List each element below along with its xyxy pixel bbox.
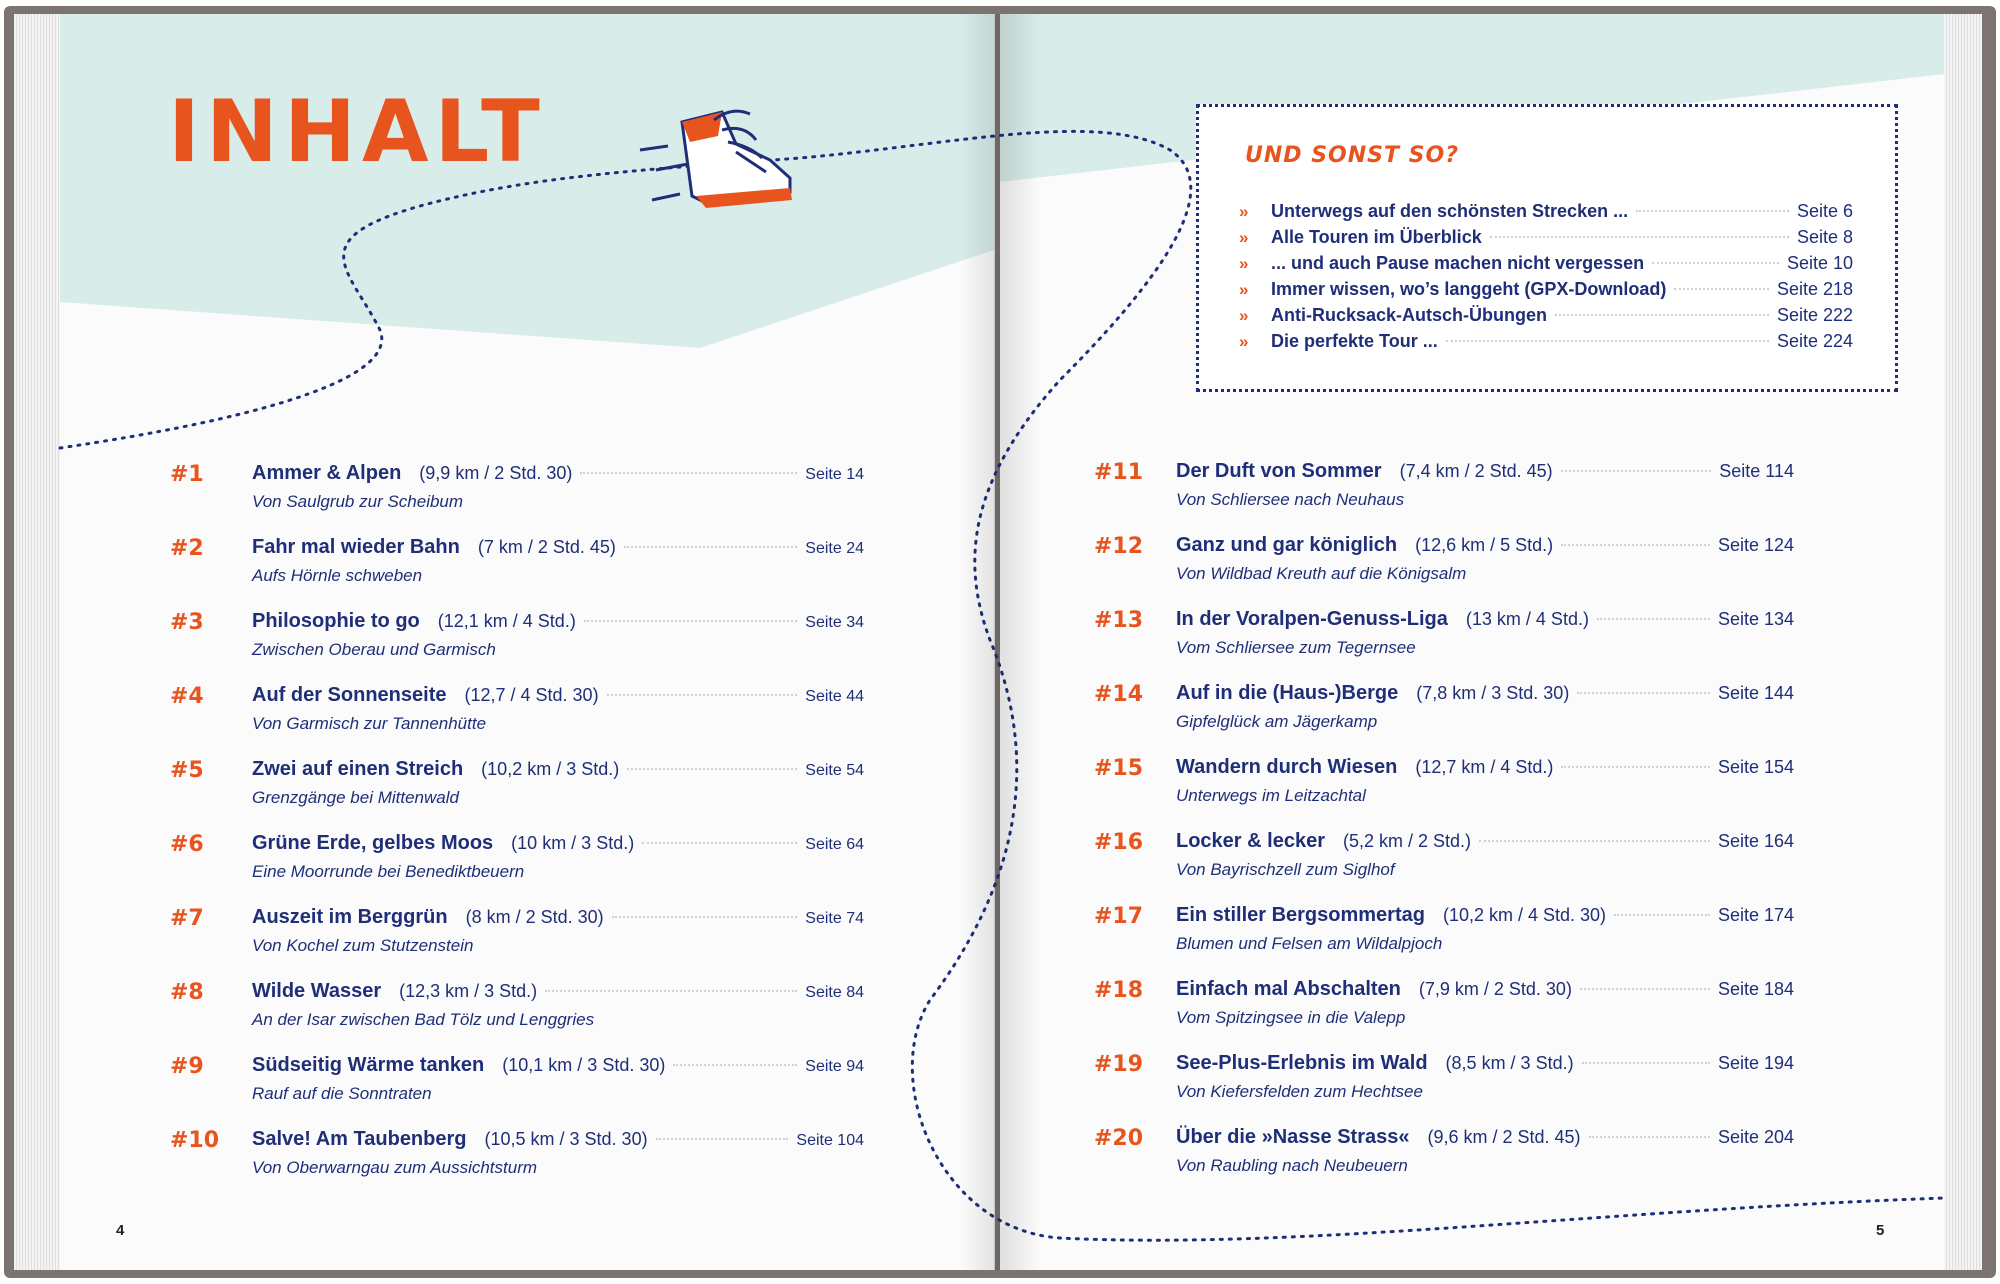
toc-entry [170,1128,864,1186]
tour-subtitle: Gipfelglück am Jägerkamp [1176,712,1378,731]
tour-subtitle: Von Wildbad Kreuth auf die Königsalm [1176,564,1467,583]
toc-entry [1094,1126,1794,1184]
extras-item [1239,331,1853,357]
dot-leader [627,768,797,770]
tour-subtitle: Von Bayrischzell zum Siglhof [1176,860,1395,879]
tour-subtitle: Von Schliersee nach Neuhaus [1176,490,1405,509]
tour-title: See-Plus-Erlebnis im Wald [1176,1052,1428,1074]
toc-entry [170,684,864,742]
tour-stats: (7 km / 2 Std. 45) [477,537,616,557]
toc-entry [170,1054,864,1112]
tour-subtitle: Grenzgänge bei Mittenwald [252,788,459,807]
page-ref: Seite 8 [1796,227,1853,247]
page-ref: Seite 54 [805,762,864,779]
tour-stats: (10 km / 3 Std.) [511,833,635,853]
tour-stats: (7,8 km / 3 Std. 30) [1416,683,1570,703]
extras-item [1239,253,1853,279]
chevron-double-right-icon: » [1239,202,1249,221]
tour-title: Ein stiller Bergsommertag [1176,904,1425,926]
tour-subtitle: Zwischen Oberau und Garmisch [252,640,496,659]
page-ref: Seite 104 [796,1132,864,1149]
page-ref: Seite 184 [1717,979,1794,999]
page-ref: Seite 6 [1796,201,1853,221]
tour-stats: (12,6 km / 5 Std.) [1415,535,1554,555]
tour-subtitle: Vom Spitzingsee in die Valepp [1176,1008,1406,1027]
tour-title: Ammer & Alpen [252,462,402,484]
tour-number: #19 [1094,1052,1144,1077]
tour-number: #15 [1094,756,1144,781]
dot-leader [1580,988,1710,990]
toc-entry [1094,682,1794,740]
tour-number: #20 [1094,1126,1144,1151]
tour-title: Locker & lecker [1176,830,1325,852]
tour-title: Wilde Wasser [252,980,382,1002]
tour-title: Auf in die (Haus-)Berge [1176,682,1399,704]
tour-number: #9 [170,1054,204,1079]
tour-stats: (12,3 km / 3 Std.) [399,981,538,1001]
dot-leader [1674,288,1769,290]
toc-entry [170,906,864,964]
tour-subtitle: Von Garmisch zur Tannenhütte [252,714,487,733]
dot-leader [624,546,797,548]
extras-item-label: Immer wissen, wo’s langgeht (GPX-Download) [1271,279,1667,299]
page-ref: Seite 124 [1717,535,1794,555]
tour-title: Salve! Am Taubenberg [252,1128,467,1150]
page-ref: Seite 94 [805,1058,864,1075]
page-number-left: 4 [116,1222,125,1239]
dot-leader [656,1138,789,1140]
tour-number: #17 [1094,904,1144,929]
toc-entry [1094,460,1794,518]
dot-leader [1652,262,1779,264]
tour-number: #5 [170,758,204,783]
tour-stats: (12,1 km / 4 Std.) [437,611,576,631]
extras-item [1239,305,1853,331]
page-ref: Seite 74 [805,910,864,927]
chevron-double-right-icon: » [1239,254,1249,273]
toc-entry [170,980,864,1038]
gutter-shadow [960,14,1040,1270]
page-ref: Seite 164 [1717,831,1794,851]
toc-entry [170,832,864,890]
tour-title: In der Voralpen-Genuss-Liga [1176,608,1448,630]
extras-item [1239,227,1853,253]
page-ref: Seite 34 [805,614,864,631]
tour-number: #18 [1094,978,1144,1003]
tour-subtitle: Von Oberwarngau zum Aussichtsturm [252,1158,538,1177]
extras-item [1239,279,1853,305]
tour-subtitle: Von Kiefersfelden zum Hechtsee [1176,1082,1423,1101]
tour-title: Fahr mal wieder Bahn [252,536,460,558]
page-ref: Seite 24 [805,540,864,557]
chevron-double-right-icon: » [1239,228,1249,247]
tour-number: #2 [170,536,204,561]
page-ref: Seite 194 [1717,1053,1794,1073]
tour-title: Auf der Sonnenseite [252,684,447,706]
tour-title: Wandern durch Wiesen [1176,756,1398,778]
extras-item-label: Alle Touren im Überblick [1271,227,1482,247]
dot-leader [612,916,798,918]
extras-item-label: Unterwegs auf den schönsten Strecken ... [1271,201,1629,221]
tour-number: #12 [1094,534,1144,559]
page-ref: Seite 204 [1717,1127,1794,1147]
toc-entry [1094,608,1794,666]
dot-leader [1582,1062,1710,1064]
page-ref: Seite 218 [1776,279,1853,299]
tour-subtitle: Rauf auf die Sonntraten [252,1084,432,1103]
tour-subtitle: Von Kochel zum Stutzenstein [252,936,474,955]
tour-subtitle: An der Isar zwischen Bad Tölz und Lenggries [252,1010,595,1029]
tour-number: #16 [1094,830,1144,855]
dot-leader [1561,544,1710,546]
dot-leader [584,620,797,622]
extras-item-label: ... und auch Pause machen nicht vergessen [1271,253,1645,273]
dot-leader [1561,470,1712,472]
tour-title: Auszeit im Berggrün [252,906,448,928]
page-ref: Seite 114 [1719,461,1794,481]
tour-title: Zwei auf einen Streich [252,758,464,780]
extras-item-label: Die perfekte Tour ... [1271,331,1438,351]
page-ref: Seite 64 [805,836,864,853]
tour-stats: (12,7 km / 4 Std.) [1415,757,1554,777]
toc-entry [170,610,864,668]
toc-entry [170,758,864,816]
dot-leader [1555,314,1769,316]
dot-leader [580,472,797,474]
extras-box [1196,104,1898,392]
tour-title: Südseitig Wärme tanken [252,1054,485,1076]
chevron-double-right-icon: » [1239,306,1249,325]
dot-leader [1614,914,1710,916]
tour-stats: (8,5 km / 3 Std.) [1445,1053,1574,1073]
tour-subtitle: Vom Schliersee zum Tegernsee [1176,638,1416,657]
dot-leader [1479,840,1710,842]
dot-leader [673,1064,797,1066]
page-ref: Seite 154 [1717,757,1794,777]
tour-number: #4 [170,684,204,709]
tour-number: #8 [170,980,204,1005]
toc-entry [1094,830,1794,888]
toc-entry [1094,534,1794,592]
tour-number: #13 [1094,608,1144,633]
chevron-double-right-icon: » [1239,280,1249,299]
tour-title: Einfach mal Abschalten [1176,978,1401,1000]
page-ref: Seite 84 [805,984,864,1001]
dot-leader [1577,692,1710,694]
page-ref: Seite 174 [1717,905,1794,925]
page-ref: Seite 224 [1776,331,1853,351]
page-ref: Seite 44 [805,688,864,705]
dot-leader [1490,236,1789,238]
tour-subtitle: Aufs Hörnle schweben [252,566,423,585]
dot-leader [1589,1136,1710,1138]
tour-stats: (9,6 km / 2 Std. 45) [1427,1127,1581,1147]
tour-title: Der Duft von Sommer [1176,460,1382,482]
page-title: INHALT [168,82,546,182]
extras-box-title: UND SONST SO? [1245,143,1459,168]
tour-stats: (13 km / 4 Std.) [1465,609,1589,629]
tour-number: #14 [1094,682,1144,707]
toc-entry [1094,1052,1794,1110]
dot-leader [1446,340,1769,342]
dot-leader [545,990,797,992]
tour-number: #6 [170,832,204,857]
tour-stats: (5,2 km / 2 Std.) [1342,831,1472,851]
tour-subtitle: Blumen und Felsen am Wildalpjoch [1176,934,1443,953]
tour-stats: (10,5 km / 3 Std. 30) [484,1129,648,1149]
dot-leader [642,842,797,844]
toc-entry [1094,904,1794,962]
page-ref: Seite 14 [805,466,864,483]
chevron-double-right-icon: » [1239,332,1249,351]
page-ref: Seite 134 [1717,609,1794,629]
extras-item [1239,201,1853,227]
tour-subtitle: Unterwegs im Leitzachtal [1176,786,1366,805]
tour-subtitle: Von Raubling nach Neubeuern [1176,1156,1408,1175]
toc-entry [170,536,864,594]
tour-stats: (7,9 km / 2 Std. 30) [1418,979,1572,999]
page-ref: Seite 144 [1717,683,1794,703]
tour-title: Über die »Nasse Strass« [1176,1126,1410,1148]
tour-title: Ganz und gar königlich [1176,534,1398,556]
tour-stats: (12,7 / 4 Std. 30) [464,685,599,705]
dot-leader [1561,766,1710,768]
tour-stats: (9,9 km / 2 Std. 30) [419,463,573,483]
tour-subtitle: Eine Moorrunde bei Benediktbeuern [252,862,525,881]
page-number-right: 5 [1876,1222,1885,1239]
dot-leader [1636,210,1789,212]
page-ref: Seite 10 [1786,253,1853,273]
tour-title: Grüne Erde, gelbes Moos [252,832,494,854]
tour-number: #1 [170,462,204,487]
toc-entry [170,462,864,520]
tour-number: #11 [1094,460,1144,485]
toc-entry [1094,756,1794,814]
tour-subtitle: Von Saulgrub zur Scheibum [252,492,464,511]
tour-number: #3 [170,610,204,635]
tour-number: #10 [170,1128,220,1153]
page-ref: Seite 222 [1776,305,1853,325]
tour-stats: (8 km / 2 Std. 30) [465,907,604,927]
tour-stats: (10,1 km / 3 Std. 30) [502,1055,666,1075]
tour-stats: (7,4 km / 2 Std. 45) [1399,461,1553,481]
toc-entry [1094,978,1794,1036]
tour-number: #7 [170,906,204,931]
dot-leader [1597,618,1710,620]
tour-title: Philosophie to go [252,610,420,632]
tour-stats: (10,2 km / 4 Std. 30) [1442,905,1607,925]
extras-item-label: Anti-Rucksack-Autsch-Übungen [1271,305,1548,325]
dot-leader [607,694,798,696]
tour-stats: (10,2 km / 3 Std.) [481,759,620,779]
